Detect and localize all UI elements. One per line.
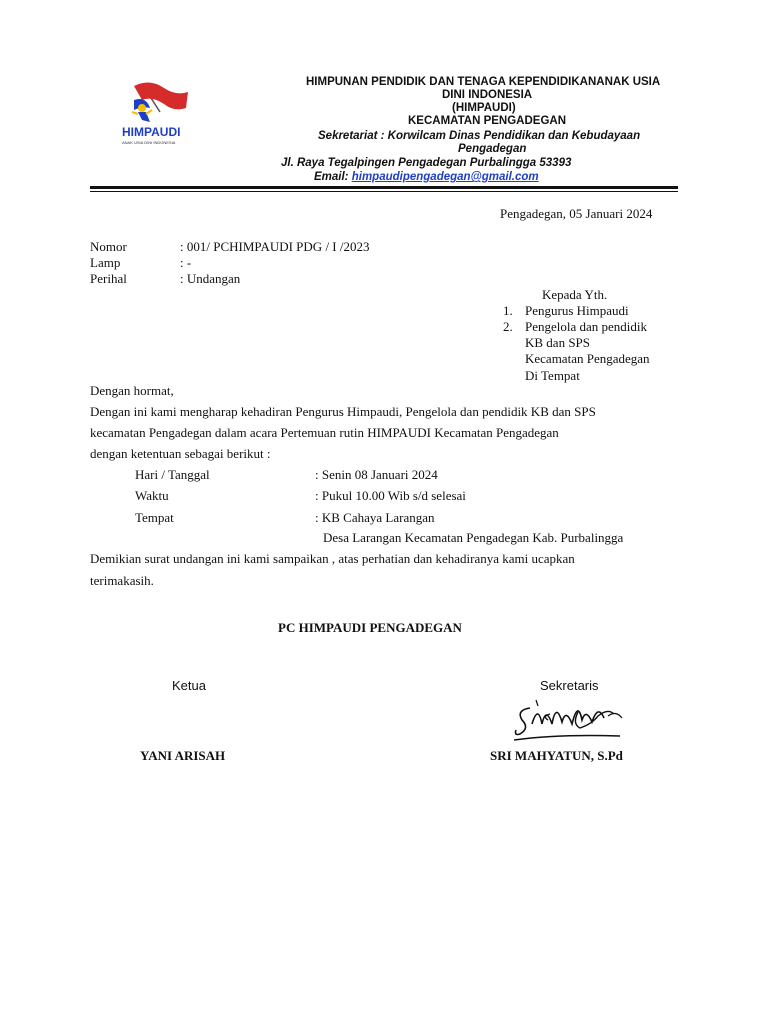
- detail-value-time: : Pukul 10.00 Wib s/d selesai: [315, 488, 466, 503]
- body-paragraph-line: dengan ketentuan sebagai berikut :: [90, 446, 271, 461]
- body-paragraph-line: Dengan ini kami mengharap kehadiran Pengurus Himpaudi, Pengelola dan pendidik KB dan SPS: [90, 404, 596, 419]
- recipient-item-line: Di Tempat: [525, 368, 580, 383]
- email-line: [314, 171, 539, 183]
- org-name-line4: KECAMATAN PENGADEGAN: [408, 115, 567, 127]
- name-ketua: YANI ARISAH: [140, 748, 226, 763]
- detail-value-date: : Senin 08 Januari 2024: [315, 467, 438, 482]
- email-label: Email:: [314, 171, 349, 183]
- detail-label-place: Tempat: [135, 510, 174, 525]
- himpaudi-logo: [120, 78, 200, 150]
- address-line: Jl. Raya Tegalpingen Pengadegan Purbalingga 53393: [281, 157, 572, 169]
- letterhead-divider-thick: [90, 186, 678, 189]
- recipient-item-num: 2.: [503, 319, 513, 334]
- letterhead-divider-thin: [90, 191, 678, 192]
- org-name-line1: HIMPUNAN PENDIDIK DAN TENAGA KEPENDIDIKANANAK USIA: [306, 76, 661, 88]
- detail-value-place: : KB Cahaya Larangan: [315, 510, 435, 525]
- place-date: Pengadegan, 05 Januari 2024: [500, 206, 653, 221]
- meta-label-lamp: Lamp: [90, 255, 121, 270]
- signature-org: PC HIMPAUDI PENGADEGAN: [278, 620, 462, 635]
- logo-text: HIMPAUDI: [122, 125, 181, 139]
- sekretariat-line1: Sekretariat : Korwilcam Dinas Pendidikan dan Kebudayaan: [318, 130, 641, 142]
- recipient-item-line: Pengurus Himpaudi: [525, 303, 629, 318]
- meta-label-perihal: Perihal: [90, 271, 127, 286]
- detail-label-date: Hari / Tanggal: [135, 467, 210, 482]
- recipient-item-line: Kecamatan Pengadegan: [525, 351, 650, 366]
- recipient-item-line: Pengelola dan pendidik: [525, 319, 648, 334]
- recipient-greeting: Kepada Yth.: [542, 287, 608, 302]
- role-ketua: Ketua: [172, 678, 206, 693]
- org-name-line2: DINI INDONESIA: [442, 89, 533, 101]
- name-sekretaris: SRI MAHYATUN, S.Pd: [490, 748, 623, 763]
- recipient-item-num: 1.: [503, 303, 513, 318]
- body-paragraph-line: kecamatan Pengadegan dalam acara Pertemuan rutin HIMPAUDI Kecamatan Pengadegan: [90, 425, 559, 440]
- logo-subtext: ANAK USIA DINI INDONESIA: [122, 140, 176, 145]
- org-name-line3: (HIMPAUDI): [452, 102, 516, 114]
- sekretariat-line2: Pengadegan: [458, 143, 527, 155]
- closing-line: Demikian surat undangan ini kami sampaikan , atas perhatian dan kehadiranya kami ucapkan: [90, 551, 575, 566]
- meta-value-perihal: : Undangan: [180, 271, 241, 286]
- closing-line: terimakasih.: [90, 573, 154, 588]
- meta-value-nomor: : 001/ PCHIMPAUDI PDG / I /2023: [180, 239, 370, 254]
- meta-label-nomor: Nomor: [90, 239, 127, 254]
- detail-label-time: Waktu: [135, 488, 169, 503]
- secretary-signature: [508, 694, 628, 746]
- salutation: Dengan hormat,: [90, 383, 174, 398]
- recipient-item-line: KB dan SPS: [525, 335, 591, 350]
- meta-value-lamp: : -: [180, 255, 192, 270]
- email-link[interactable]: himpaudipengadegan@gmail.com: [351, 171, 539, 183]
- role-sekretaris: Sekretaris: [540, 678, 599, 693]
- himpaudi-flag-logo-icon: [120, 78, 200, 150]
- detail-place-continuation: Desa Larangan Kecamatan Pengadegan Kab. Purbalingga: [323, 530, 624, 545]
- handwritten-signature-icon: [508, 694, 628, 746]
